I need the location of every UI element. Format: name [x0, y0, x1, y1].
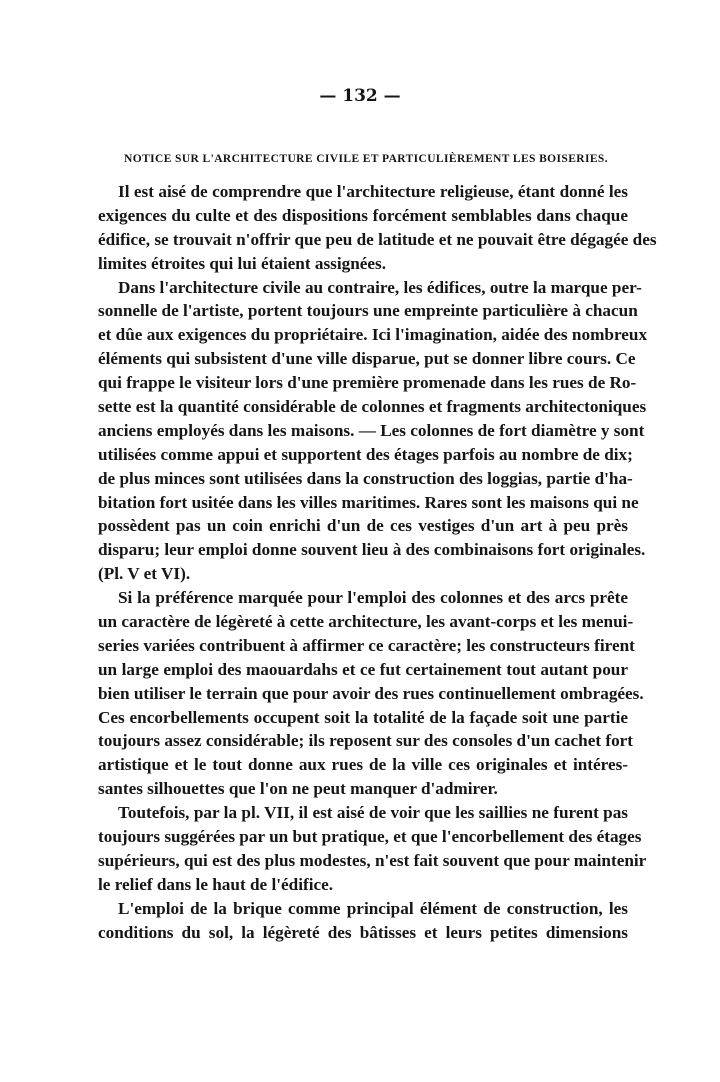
text-line: Il est aisé de comprendre que l'architecture religieuse, étant donné les — [118, 182, 628, 201]
paragraph — [98, 801, 647, 897]
text-line: toujours suggérées par un but pratique, et que l'encorbellement des étages — [98, 827, 642, 847]
text-line: Dans l'architecture civile au contraire, les édifices, outre la marque per- — [118, 277, 642, 297]
text-line: et dûe aux exigences du propriétaire. Ici l'imagination, aidée des nombreux — [98, 325, 648, 345]
text-line: disparu; leur emploi donne souvent lieu à des combinaisons fort originales. — [98, 540, 646, 560]
text-line: limites étroites qui lui étaient assignées. — [98, 253, 387, 273]
section-heading: NOTICE SUR L'ARCHITECTURE CIVILE ET PARTICULIÈREMENT LES BOISERIES. — [124, 153, 608, 165]
text-line: anciens employés dans les maisons. — Les colonnes de fort diamètre y sont — [98, 420, 645, 440]
text-line: artistique et le tout donne aux rues de la ville ces originales et intéres- — [98, 755, 628, 775]
text-line: le relief dans le haut de l'édifice. — [98, 874, 334, 894]
text-line: Toutefois, par la pl. VII, il est aisé de voir que les saillies ne furent pas — [118, 803, 628, 823]
paragraph — [98, 276, 648, 587]
text-line: Ces encorbellements occupent soit la totalité de la façade soit une partie — [98, 707, 628, 727]
text-line: conditions du sol, la légèreté des bâtisses et leurs petites dimensions — [98, 922, 628, 942]
text-line: sette est la quantité considérable de colonnes et fragments architectoniques — [98, 397, 647, 417]
text-line: un caractère de légèreté à cette architecture, les avant-corps et les menui- — [98, 612, 634, 632]
body-text — [98, 180, 657, 945]
text-line: bitation fort usitée dans les villes maritimes. Rares sont les maisons qui ne — [98, 492, 639, 512]
text-line: exigences du culte et des dispositions forcément semblables dans chaque — [98, 205, 628, 225]
page-number: — 132 — — [319, 86, 401, 106]
paragraph — [98, 180, 657, 276]
paragraph — [98, 586, 644, 801]
text-line: possèdent pas un coin enrichi d'un de ces vestiges d'un art à peu près — [98, 516, 628, 536]
text-line: bien utiliser le terrain que pour avoir des rues continuellement ombragées. — [98, 683, 644, 703]
text-line: édifice, se trouvait n'offrir que peu de latitude et ne pouvait être dégagée des — [98, 229, 657, 249]
text-line: utilisées comme appui et supportent des étages parfois au nombre de dix; — [98, 444, 633, 464]
text-line: santes silhouettes que l'on ne peut manquer d'admirer. — [98, 779, 498, 799]
text-line: toujours assez considérable; ils reposent sur des consoles d'un cachet fort — [98, 731, 634, 751]
text-line: series variées contribuent à affirmer ce caractère; les constructeurs firent — [98, 635, 635, 655]
text-line: (Pl. V et VI). — [98, 564, 191, 584]
text-line: éléments qui subsistent d'une ville disparue, put se donner libre cours. Ce — [98, 349, 636, 369]
text-line: Si la préférence marquée pour l'emploi des colonnes et des arcs prête — [118, 588, 628, 608]
text-line: un large emploi des maouardahs et ce fut certainement tout autant pour — [98, 659, 628, 679]
text-line: L'emploi de la brique comme principal élément de construction, les — [118, 898, 628, 918]
text-line: qui frappe le visiteur lors d'une première promenade dans les rues de Ro- — [98, 373, 637, 393]
paragraph — [98, 897, 628, 945]
text-line: de plus minces sont utilisées dans la construction des loggias, partie d'ha- — [98, 468, 633, 488]
text-line: sonnelle de l'artiste, portent toujours une empreinte particulière à chacun — [98, 301, 638, 321]
text-line: supérieurs, qui est des plus modestes, n'est fait souvent que pour maintenir — [98, 850, 647, 870]
